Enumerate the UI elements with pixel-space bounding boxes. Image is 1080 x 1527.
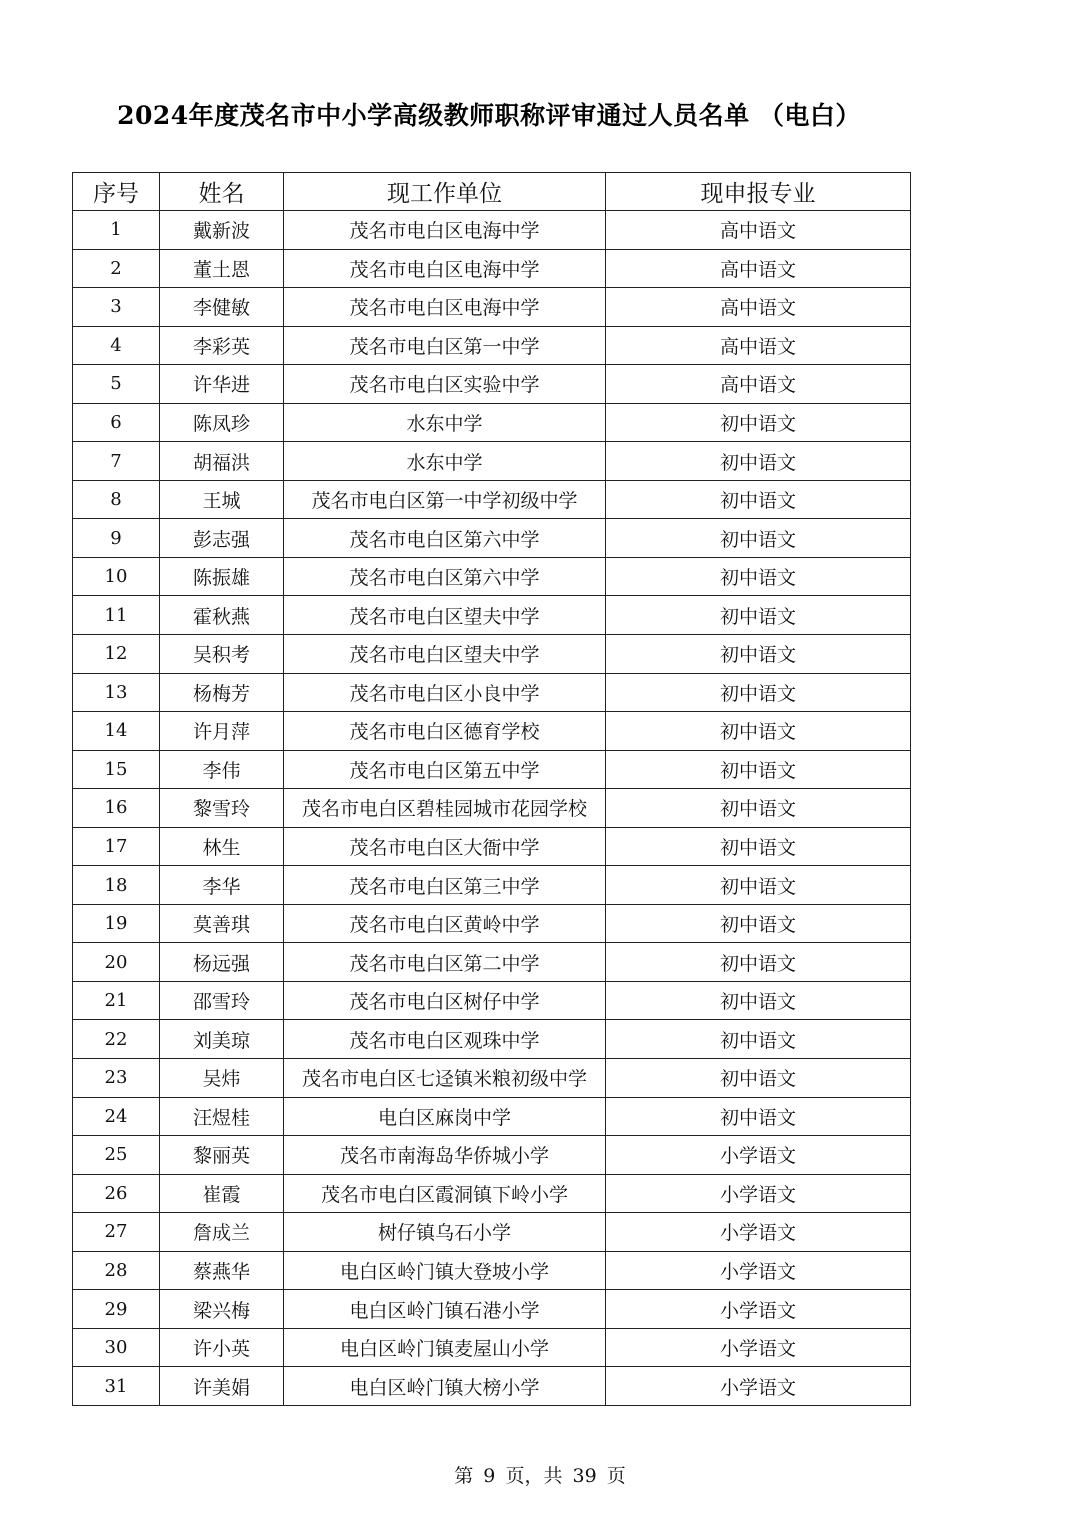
cell-major: 初中语文 bbox=[606, 442, 911, 481]
cell-major: 初中语文 bbox=[606, 981, 911, 1020]
cell-major: 小学语文 bbox=[606, 1290, 911, 1329]
cell-major: 高中语文 bbox=[606, 211, 911, 250]
cell-major: 初中语文 bbox=[606, 750, 911, 789]
table-header-row bbox=[73, 173, 911, 211]
table-row bbox=[73, 1251, 911, 1290]
cell-index: 2 bbox=[73, 249, 160, 288]
cell-index: 5 bbox=[73, 365, 160, 404]
table-row bbox=[73, 596, 911, 635]
table-row bbox=[73, 827, 911, 866]
header-unit: 现工作单位 bbox=[284, 173, 606, 211]
cell-name: 莫善琪 bbox=[160, 904, 284, 943]
cell-unit: 茂名市电白区观珠中学 bbox=[284, 1020, 606, 1059]
footer-prefix: 第 bbox=[454, 1465, 474, 1487]
cell-index: 13 bbox=[73, 673, 160, 712]
table-row bbox=[73, 1097, 911, 1136]
cell-name: 崔霞 bbox=[160, 1174, 284, 1213]
table-row bbox=[73, 943, 911, 982]
cell-unit: 茂名市电白区第五中学 bbox=[284, 750, 606, 789]
cell-index: 9 bbox=[73, 519, 160, 558]
footer-suffix: 页 bbox=[606, 1465, 626, 1487]
cell-name: 李伟 bbox=[160, 750, 284, 789]
cell-unit: 茂名市电白区大衙中学 bbox=[284, 827, 606, 866]
cell-index: 8 bbox=[73, 480, 160, 519]
cell-index: 11 bbox=[73, 596, 160, 635]
cell-name: 汪煜桂 bbox=[160, 1097, 284, 1136]
cell-major: 初中语文 bbox=[606, 635, 911, 674]
header-major: 现申报专业 bbox=[606, 173, 911, 211]
page-footer bbox=[0, 1461, 1080, 1488]
cell-name: 杨远强 bbox=[160, 943, 284, 982]
cell-name: 戴新波 bbox=[160, 211, 284, 250]
cell-major: 初中语文 bbox=[606, 673, 911, 712]
table-row bbox=[73, 712, 911, 751]
cell-index: 3 bbox=[73, 288, 160, 327]
cell-major: 高中语文 bbox=[606, 326, 911, 365]
cell-index: 22 bbox=[73, 1020, 160, 1059]
cell-unit: 茂名市电白区第一中学 bbox=[284, 326, 606, 365]
cell-unit: 茂名市南海岛华侨城小学 bbox=[284, 1136, 606, 1175]
table-row bbox=[73, 288, 911, 327]
table-body bbox=[73, 211, 911, 1406]
table-row bbox=[73, 211, 911, 250]
cell-unit: 电白区岭门镇石港小学 bbox=[284, 1290, 606, 1329]
cell-name: 霍秋燕 bbox=[160, 596, 284, 635]
cell-name: 董土恩 bbox=[160, 249, 284, 288]
cell-index: 28 bbox=[73, 1251, 160, 1290]
cell-unit: 电白区岭门镇麦屋山小学 bbox=[284, 1328, 606, 1367]
cell-name: 梁兴梅 bbox=[160, 1290, 284, 1329]
table-row bbox=[73, 1328, 911, 1367]
table-row bbox=[73, 750, 911, 789]
footer-total-pages: 39 bbox=[572, 1465, 597, 1487]
cell-name: 许月萍 bbox=[160, 712, 284, 751]
table-row bbox=[73, 1136, 911, 1175]
table-row bbox=[73, 1290, 911, 1329]
table-row bbox=[73, 403, 911, 442]
cell-index: 24 bbox=[73, 1097, 160, 1136]
cell-name: 李彩英 bbox=[160, 326, 284, 365]
cell-index: 20 bbox=[73, 943, 160, 982]
cell-index: 27 bbox=[73, 1213, 160, 1252]
cell-name: 许华进 bbox=[160, 365, 284, 404]
cell-index: 29 bbox=[73, 1290, 160, 1329]
table-row bbox=[73, 904, 911, 943]
footer-middle: 页，共 bbox=[505, 1465, 563, 1487]
cell-index: 14 bbox=[73, 712, 160, 751]
cell-unit: 电白区麻岗中学 bbox=[284, 1097, 606, 1136]
cell-index: 19 bbox=[73, 904, 160, 943]
cell-index: 12 bbox=[73, 635, 160, 674]
cell-unit: 电白区岭门镇大登坡小学 bbox=[284, 1251, 606, 1290]
cell-major: 小学语文 bbox=[606, 1328, 911, 1367]
cell-name: 陈振雄 bbox=[160, 557, 284, 596]
cell-major: 初中语文 bbox=[606, 557, 911, 596]
cell-major: 高中语文 bbox=[606, 365, 911, 404]
footer-page-number: 9 bbox=[483, 1465, 496, 1487]
cell-index: 10 bbox=[73, 557, 160, 596]
cell-unit: 茂名市电白区电海中学 bbox=[284, 249, 606, 288]
cell-name: 胡福洪 bbox=[160, 442, 284, 481]
cell-major: 初中语文 bbox=[606, 596, 911, 635]
cell-name: 彭志强 bbox=[160, 519, 284, 558]
cell-index: 4 bbox=[73, 326, 160, 365]
cell-major: 初中语文 bbox=[606, 1020, 911, 1059]
cell-index: 15 bbox=[73, 750, 160, 789]
cell-major: 初中语文 bbox=[606, 1059, 911, 1098]
cell-unit: 茂名市电白区小良中学 bbox=[284, 673, 606, 712]
cell-major: 初中语文 bbox=[606, 519, 911, 558]
header-index: 序号 bbox=[73, 173, 160, 211]
cell-major: 初中语文 bbox=[606, 403, 911, 442]
cell-major: 初中语文 bbox=[606, 1097, 911, 1136]
cell-unit: 水东中学 bbox=[284, 403, 606, 442]
table-row bbox=[73, 1020, 911, 1059]
cell-name: 邵雪玲 bbox=[160, 981, 284, 1020]
table-row bbox=[73, 789, 911, 828]
cell-major: 小学语文 bbox=[606, 1174, 911, 1213]
cell-unit: 水东中学 bbox=[284, 442, 606, 481]
cell-index: 30 bbox=[73, 1328, 160, 1367]
table-row bbox=[73, 249, 911, 288]
cell-name: 林生 bbox=[160, 827, 284, 866]
cell-unit: 茂名市电白区第三中学 bbox=[284, 866, 606, 905]
cell-name: 杨梅芳 bbox=[160, 673, 284, 712]
table-row bbox=[73, 1174, 911, 1213]
cell-unit: 茂名市电白区第一中学初级中学 bbox=[284, 480, 606, 519]
cell-major: 高中语文 bbox=[606, 249, 911, 288]
cell-unit: 茂名市电白区霞洞镇下岭小学 bbox=[284, 1174, 606, 1213]
cell-name: 李健敏 bbox=[160, 288, 284, 327]
cell-unit: 电白区岭门镇大榜小学 bbox=[284, 1367, 606, 1406]
cell-major: 小学语文 bbox=[606, 1367, 911, 1406]
table-row bbox=[73, 673, 911, 712]
table-row bbox=[73, 365, 911, 404]
cell-major: 初中语文 bbox=[606, 789, 911, 828]
cell-unit: 茂名市电白区碧桂园城市花园学校 bbox=[284, 789, 606, 828]
cell-name: 陈凤珍 bbox=[160, 403, 284, 442]
table-row bbox=[73, 1367, 911, 1406]
cell-unit: 茂名市电白区电海中学 bbox=[284, 288, 606, 327]
cell-major: 高中语文 bbox=[606, 288, 911, 327]
cell-index: 7 bbox=[73, 442, 160, 481]
table-row bbox=[73, 480, 911, 519]
cell-unit: 茂名市电白区电海中学 bbox=[284, 211, 606, 250]
cell-name: 黎丽英 bbox=[160, 1136, 284, 1175]
cell-unit: 茂名市电白区望夫中学 bbox=[284, 596, 606, 635]
cell-index: 6 bbox=[73, 403, 160, 442]
cell-major: 小学语文 bbox=[606, 1136, 911, 1175]
cell-major: 小学语文 bbox=[606, 1251, 911, 1290]
cell-major: 初中语文 bbox=[606, 943, 911, 982]
cell-major: 小学语文 bbox=[606, 1213, 911, 1252]
cell-unit: 茂名市电白区德育学校 bbox=[284, 712, 606, 751]
table-row bbox=[73, 1059, 911, 1098]
cell-index: 26 bbox=[73, 1174, 160, 1213]
cell-name: 蔡燕华 bbox=[160, 1251, 284, 1290]
roster-table bbox=[72, 172, 911, 1406]
cell-name: 许小英 bbox=[160, 1328, 284, 1367]
cell-name: 许美娟 bbox=[160, 1367, 284, 1406]
cell-unit: 茂名市电白区七迳镇米粮初级中学 bbox=[284, 1059, 606, 1098]
table-row bbox=[73, 981, 911, 1020]
cell-index: 31 bbox=[73, 1367, 160, 1406]
table-row bbox=[73, 557, 911, 596]
cell-major: 初中语文 bbox=[606, 904, 911, 943]
cell-name: 刘美琼 bbox=[160, 1020, 284, 1059]
cell-index: 17 bbox=[73, 827, 160, 866]
cell-index: 18 bbox=[73, 866, 160, 905]
cell-index: 25 bbox=[73, 1136, 160, 1175]
cell-name: 吴炜 bbox=[160, 1059, 284, 1098]
cell-unit: 树仔镇乌石小学 bbox=[284, 1213, 606, 1252]
cell-major: 初中语文 bbox=[606, 712, 911, 751]
table-row bbox=[73, 1213, 911, 1252]
cell-name: 李华 bbox=[160, 866, 284, 905]
cell-unit: 茂名市电白区实验中学 bbox=[284, 365, 606, 404]
cell-unit: 茂名市电白区第六中学 bbox=[284, 519, 606, 558]
cell-index: 1 bbox=[73, 211, 160, 250]
page-title: 2024年度茂名市中小学高级教师职称评审通过人员名单 （电白） bbox=[117, 101, 861, 130]
cell-name: 王城 bbox=[160, 480, 284, 519]
cell-index: 23 bbox=[73, 1059, 160, 1098]
cell-unit: 茂名市电白区望夫中学 bbox=[284, 635, 606, 674]
table-row bbox=[73, 866, 911, 905]
cell-name: 黎雪玲 bbox=[160, 789, 284, 828]
cell-index: 21 bbox=[73, 981, 160, 1020]
header-name: 姓名 bbox=[160, 173, 284, 211]
cell-unit: 茂名市电白区第二中学 bbox=[284, 943, 606, 982]
cell-major: 初中语文 bbox=[606, 866, 911, 905]
cell-index: 16 bbox=[73, 789, 160, 828]
cell-major: 初中语文 bbox=[606, 480, 911, 519]
cell-name: 吴积考 bbox=[160, 635, 284, 674]
table-row bbox=[73, 326, 911, 365]
cell-unit: 茂名市电白区黄岭中学 bbox=[284, 904, 606, 943]
cell-unit: 茂名市电白区树仔中学 bbox=[284, 981, 606, 1020]
table-row bbox=[73, 635, 911, 674]
cell-unit: 茂名市电白区第六中学 bbox=[284, 557, 606, 596]
cell-name: 詹成兰 bbox=[160, 1213, 284, 1252]
table-row bbox=[73, 519, 911, 558]
cell-major: 初中语文 bbox=[606, 827, 911, 866]
table-row bbox=[73, 442, 911, 481]
